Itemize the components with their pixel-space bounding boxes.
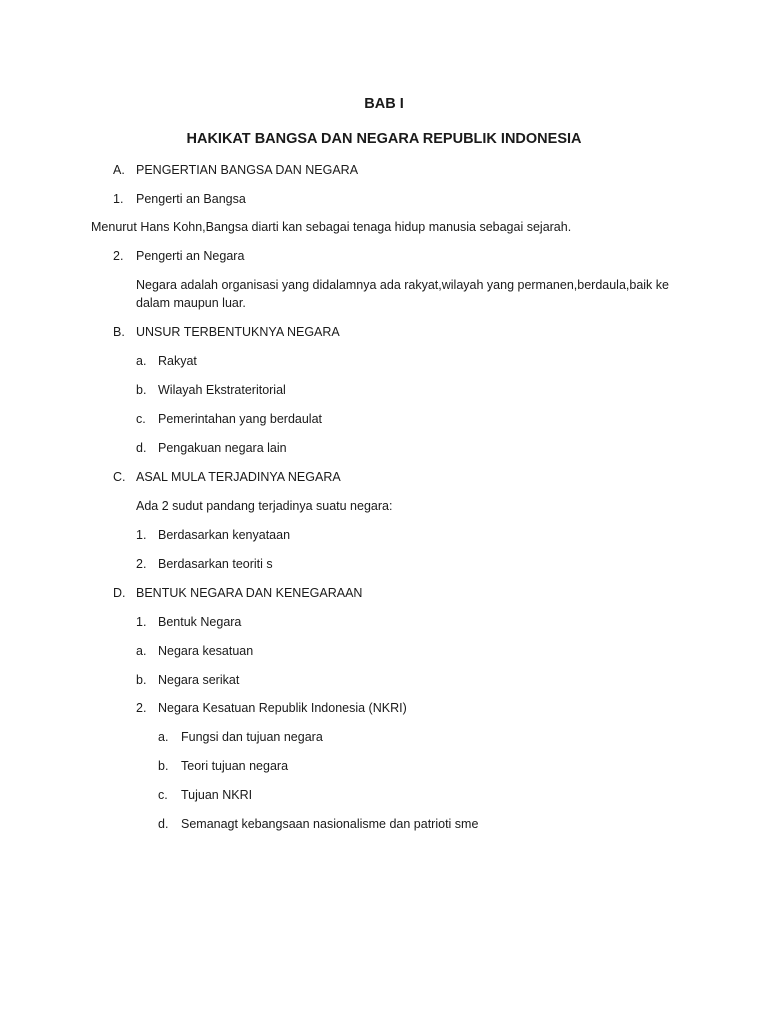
list-item: Fungsi dan tujuan negara	[181, 730, 323, 744]
section-title: BENTUK NEGARA DAN KENEGARAAN	[136, 586, 363, 600]
list-marker: a.	[158, 730, 169, 744]
list-item: Teori tujuan negara	[181, 759, 289, 773]
section-title: PENGERTIAN BANGSA DAN NEGARA	[136, 163, 359, 177]
section-marker: D.	[113, 586, 126, 600]
paragraph: Menurut Hans Kohn,Bangsa diarti kan sebagai tenaga hidup manusia sebagai sejarah.	[91, 220, 572, 234]
section-marker: B.	[113, 325, 125, 339]
list-marker: a.	[136, 644, 147, 658]
list-marker: 1.	[136, 615, 147, 629]
list-item: Negara Kesatuan Republik Indonesia (NKRI)	[158, 701, 407, 715]
section-marker: A.	[113, 163, 125, 177]
list-marker: a.	[136, 354, 147, 368]
list-item: Berdasarkan kenyataan	[158, 528, 291, 542]
list-marker: b.	[136, 673, 147, 687]
section-title: UNSUR TERBENTUKNYA NEGARA	[136, 325, 340, 339]
paragraph: Ada 2 sudut pandang terjadinya suatu negara:	[136, 499, 393, 513]
list-item: Tujuan NKRI	[181, 788, 253, 802]
list-item: Pemerintahan yang berdaulat	[158, 412, 323, 426]
list-marker: 2.	[136, 557, 147, 571]
list-marker: 2.	[113, 249, 124, 263]
list-marker: b.	[136, 383, 147, 397]
list-item: Rakyat	[158, 354, 197, 368]
list-item: Pengerti an Negara	[136, 249, 245, 263]
list-marker: 1.	[136, 528, 147, 542]
list-item: Pengerti an Bangsa	[136, 192, 246, 206]
list-item: Negara serikat	[158, 673, 240, 687]
list-item: Bentuk Negara	[158, 615, 242, 629]
list-marker: 2.	[136, 701, 147, 715]
list-marker: d.	[158, 817, 169, 831]
chapter-heading: BAB I	[364, 96, 404, 112]
paragraph-line: dalam maupun luar.	[136, 296, 246, 310]
list-item: Wilayah Ekstrateritorial	[158, 383, 286, 397]
list-marker: c.	[158, 788, 168, 802]
list-item: Negara kesatuan	[158, 644, 254, 658]
section-title: ASAL MULA TERJADINYA NEGARA	[136, 470, 341, 484]
list-marker: d.	[136, 441, 147, 455]
document-title: HAKIKAT BANGSA DAN NEGARA REPUBLIK INDONESIA	[186, 131, 582, 147]
list-marker: 1.	[113, 192, 124, 206]
section-marker: C.	[113, 470, 126, 484]
paragraph-line: Negara adalah organisasi yang didalamnya ada rakyat,wilayah yang permanen,berdaula,baik ke	[136, 278, 669, 292]
list-marker: b.	[158, 759, 169, 773]
list-item: Pengakuan negara lain	[158, 441, 287, 455]
list-item: Berdasarkan teoriti s	[158, 557, 273, 571]
list-item: Semanagt kebangsaan nasionalisme dan patrioti sme	[181, 817, 479, 831]
list-marker: c.	[136, 412, 146, 426]
